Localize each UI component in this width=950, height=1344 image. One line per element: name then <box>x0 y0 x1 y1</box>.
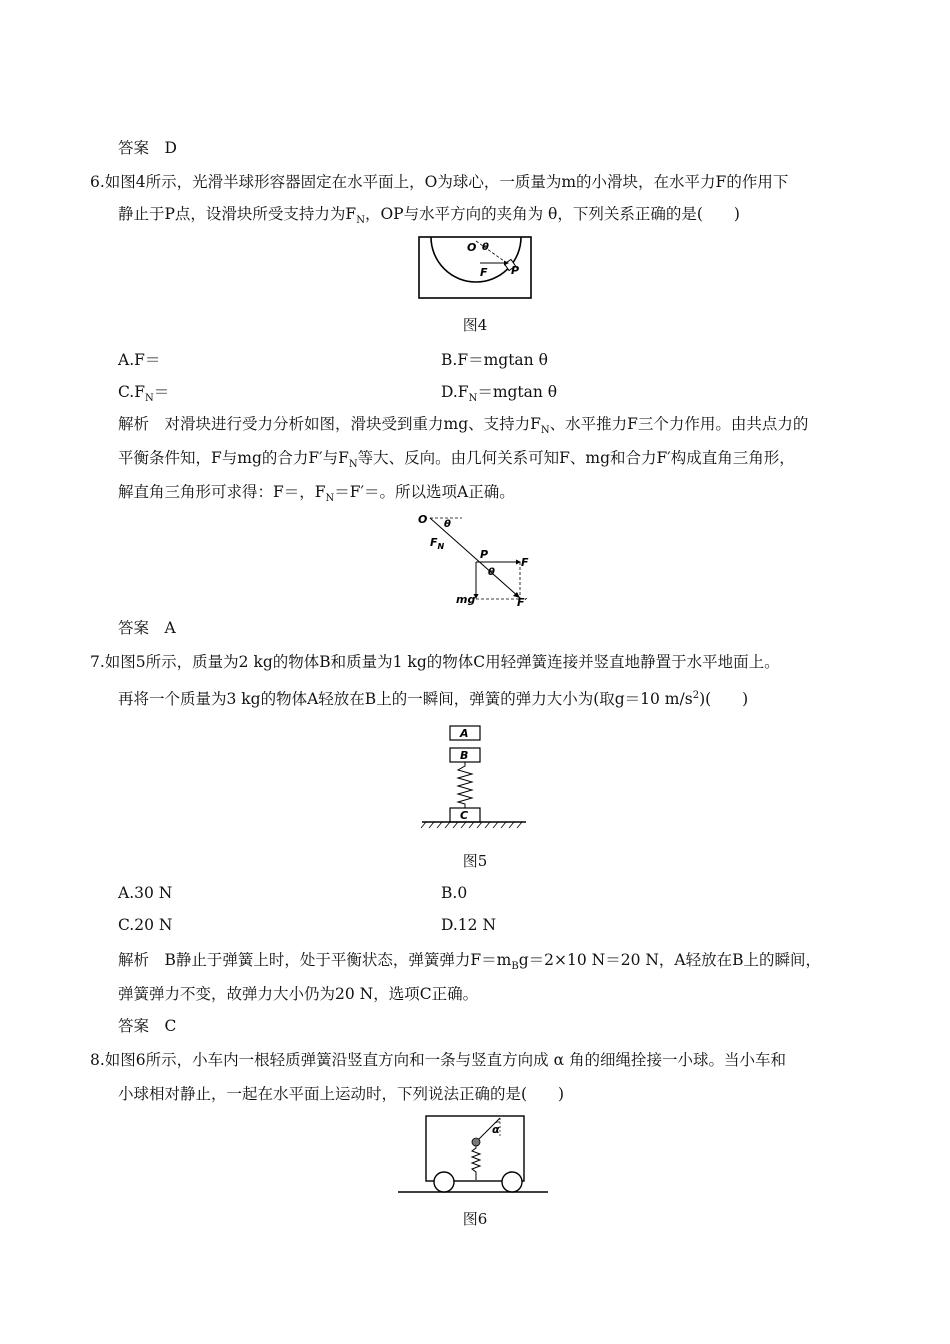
fig5-label-b: B <box>460 749 469 762</box>
answer-q6: 答案 A <box>118 619 176 637</box>
fig4-label-f: F <box>480 266 488 279</box>
force-label-fprime: F′ <box>517 596 528 609</box>
answer-q7: 答案 C <box>118 1017 177 1035</box>
fig6-label-alpha: α <box>492 1123 500 1136</box>
fig5-label-a: A <box>460 727 469 740</box>
q6-option-d: $D.F_N=mgtan$ θ <box>441 383 558 405</box>
q6-option-c: $C.F_N=$ <box>118 383 170 405</box>
q6-explanation-line2: 平衡条件知，F与mg的合力F′与$F_N$等大、反向。由几何关系可知F、mg和合力F′构成直角三角形， <box>118 449 795 471</box>
q6-explanation-line1: 解析 对滑块进行受力分析如图，滑块受到重力mg、支持力$F_N$、水平推力F三个力作用。由共点力的 <box>118 415 809 437</box>
q7-option-c: C.20 N <box>118 916 173 934</box>
q7-stem-line1: 7.如图5所示，质量为2 kg的物体B和质量为1 kg的物体C用轻弹簧连接并竖直地静置于水平地面上。 <box>90 653 780 671</box>
q6-option-b: B.F＝mgtan θ <box>441 351 548 369</box>
force-label-theta1: θ <box>444 519 451 530</box>
force-label-theta2: θ <box>488 567 495 578</box>
q7-option-a: A.30 N <box>118 884 173 902</box>
force-diagram <box>416 512 536 607</box>
q8-stem-line2: 小球相对静止，一起在水平面上运动时，下列说法正确的是( ) <box>118 1085 565 1103</box>
q6-option-a: A.F＝ <box>118 351 161 369</box>
force-label-o: O <box>418 513 428 526</box>
fig4-label-o: O <box>467 241 477 254</box>
q6-explanation-line3: 解直角三角形可求得：F＝，$F_N=F'=$。所以选项A正确。 <box>118 483 515 505</box>
fig5-label-c: C <box>460 809 469 822</box>
figure-4-caption: 图4 <box>462 316 488 334</box>
force-label-mg: mg <box>456 593 476 606</box>
figure-6 <box>398 1112 550 1196</box>
q7-explanation-line1: 解析 B静止于弹簧上时，处于平衡状态，弹簧弹力$F=m_Bg=2\times 10$ N＝20 N，A轻放在B上的瞬间， <box>118 951 821 973</box>
fig4-label-p: P <box>511 264 520 277</box>
answer-q5: 答案 D <box>118 139 177 157</box>
q6-stem-line2: 静止于P点，设滑块所受支持力为$F_N$，OP与水平方向的夹角为 θ，下列关系正确的是( ) <box>118 205 740 227</box>
q7-explanation-line2: 弹簧弹力不变，故弹力大小仍为20 N，选项C正确。 <box>118 985 479 1003</box>
q7-option-b: B.0 <box>441 884 468 902</box>
q7-option-d: D.12 N <box>441 916 497 934</box>
figure-4 <box>418 236 532 300</box>
figure-5-caption: 图5 <box>462 852 488 870</box>
q7-stem-line2: 再将一个质量为3 kg的物体A轻放在B上的一瞬间，弹簧的弹力大小为(取g＝10 $m/s^2$)( ) <box>118 690 749 709</box>
fig4-label-theta: θ <box>482 242 489 253</box>
force-label-p: P <box>480 548 489 561</box>
q8-stem-line1: 8.如图6所示，小车内一根轻质弹簧沿竖直方向和一条与竖直方向成 α 角的细绳拴接一小球。当小车和 <box>90 1051 786 1069</box>
force-label-fn: $F_N$ <box>430 536 445 551</box>
q6-stem-line1: 6.如图4所示，光滑半球形容器固定在水平面上，O为球心，一质量为m的小滑块，在水平力F的作用下 <box>90 173 789 191</box>
force-label-f: F <box>521 556 529 569</box>
figure-6-caption: 图6 <box>462 1210 488 1228</box>
figure-5 <box>420 724 528 830</box>
